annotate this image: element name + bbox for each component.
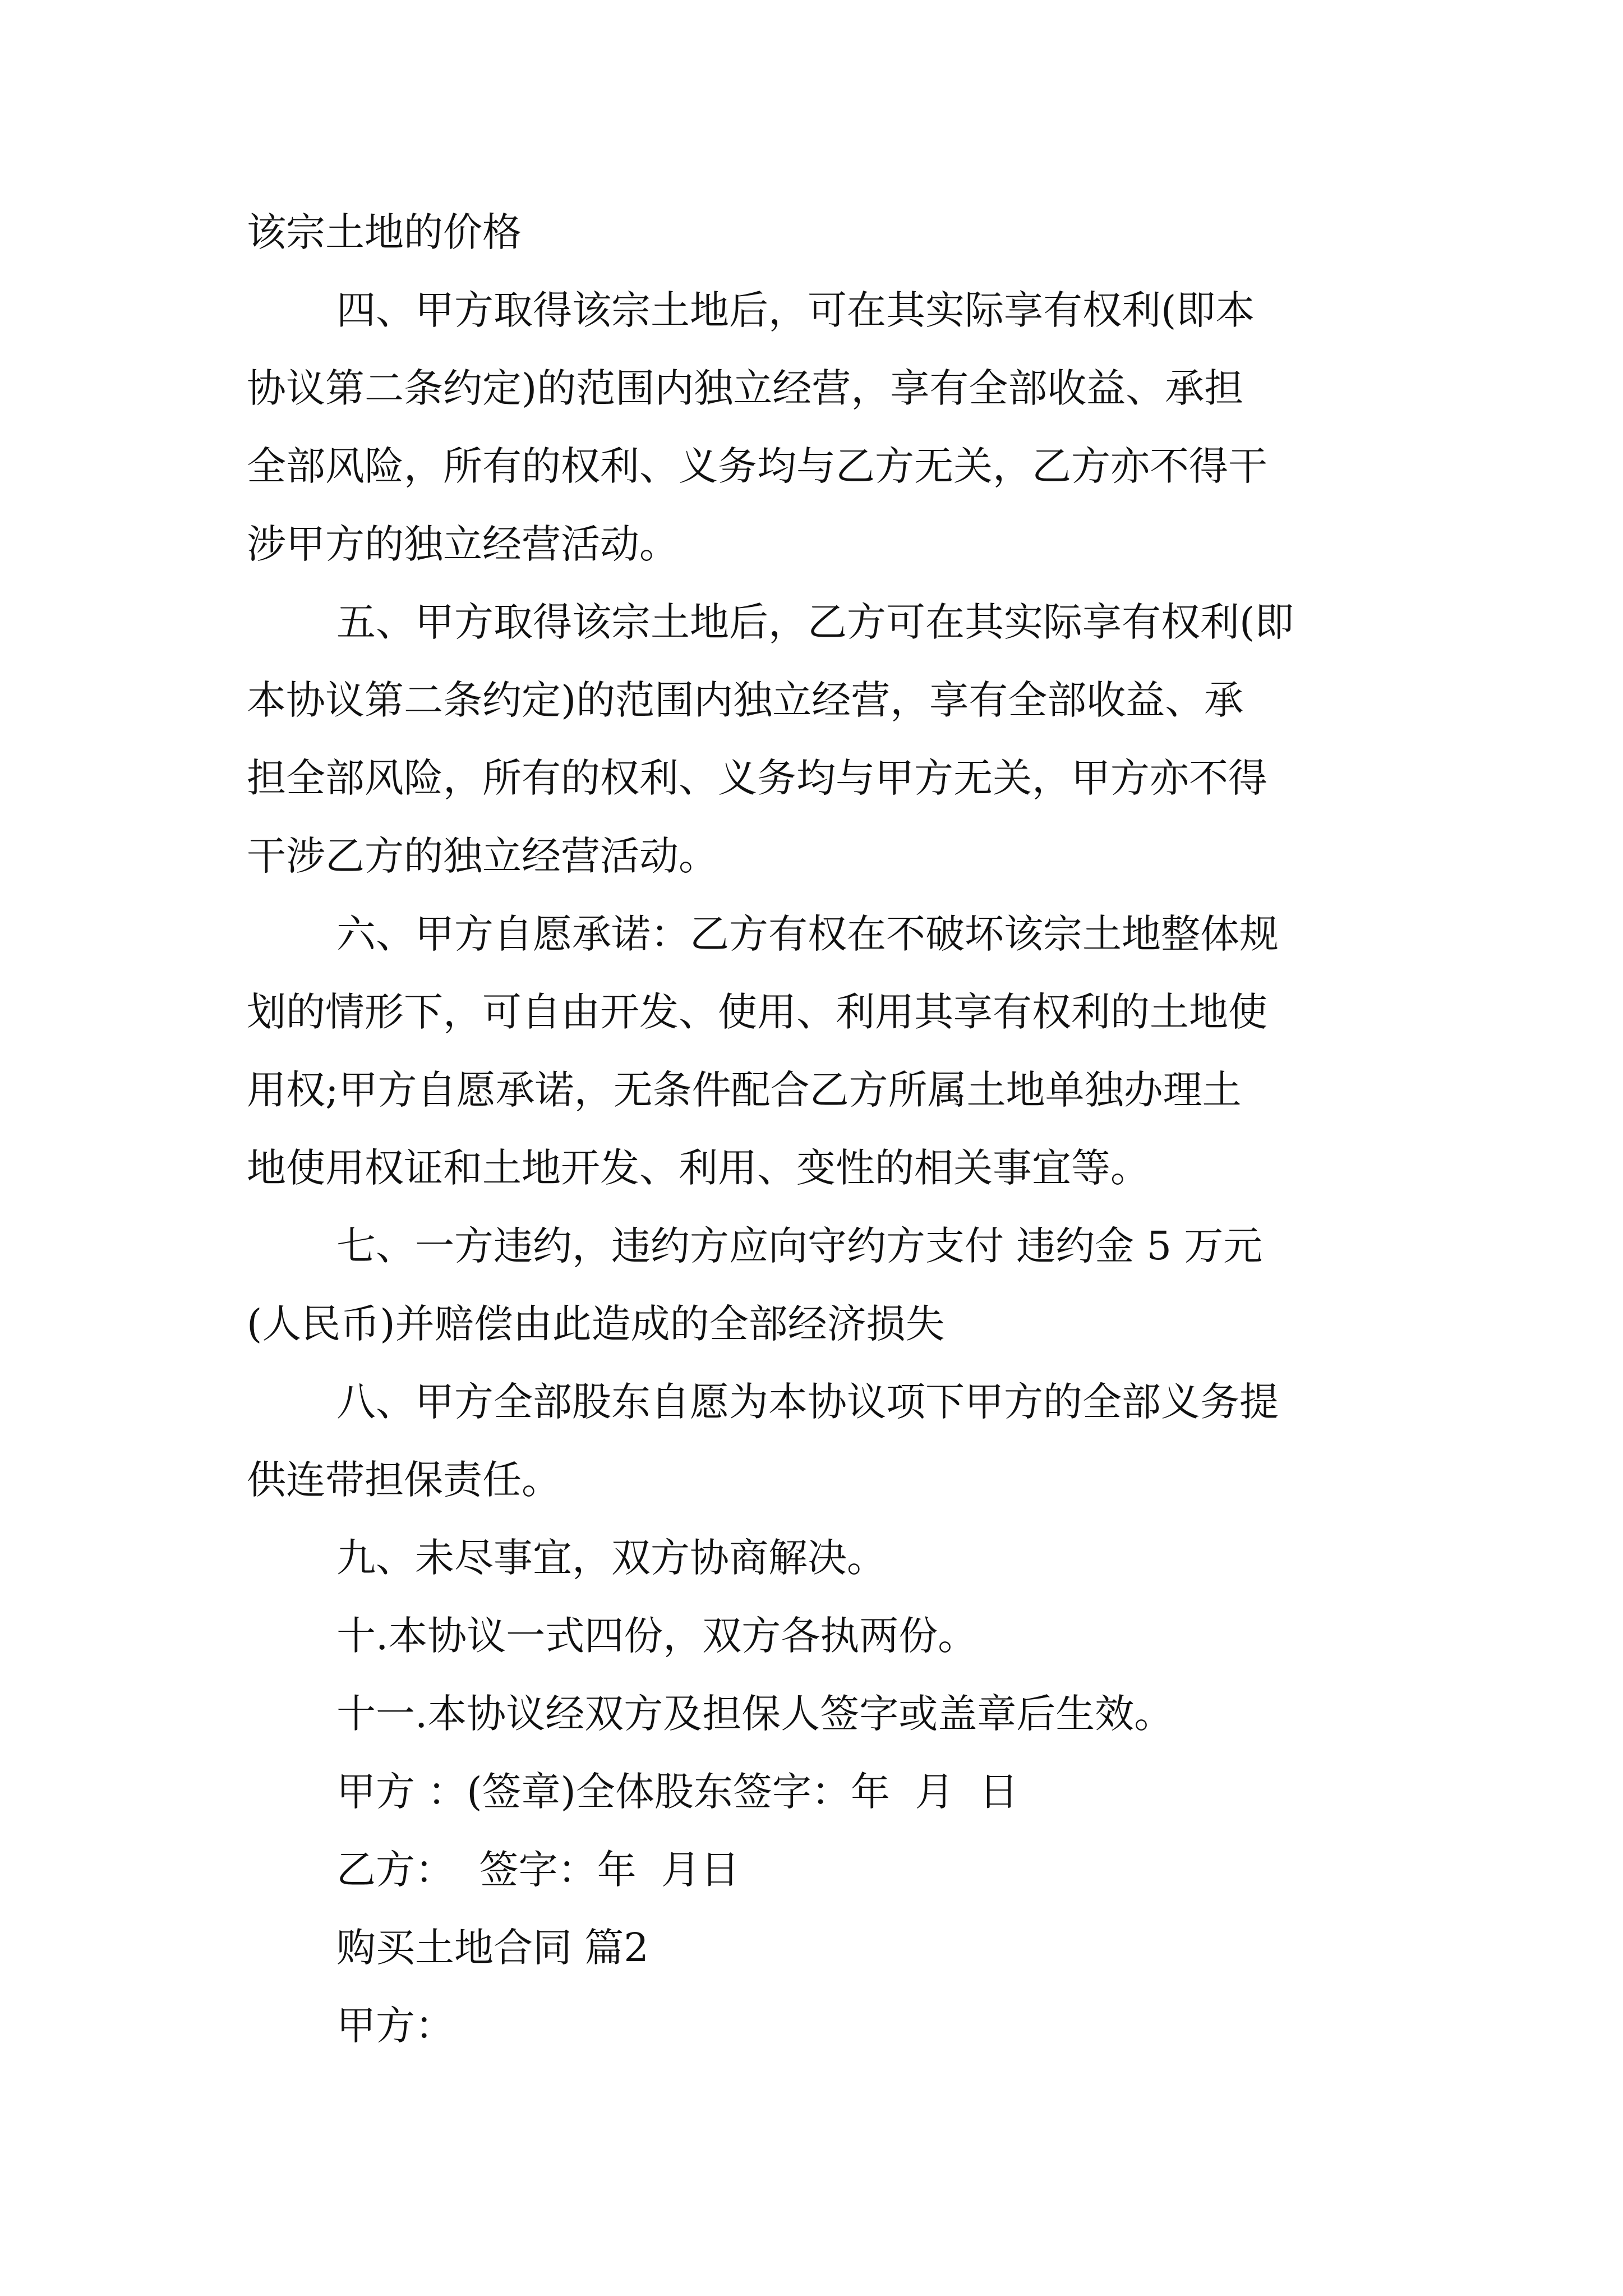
text-line-18: 九、未尽事宜，双方协商解决。 xyxy=(336,1535,886,1581)
text-line-2: 四、甲方取得该宗土地后，可在其实际享有权利(即本 xyxy=(336,287,1255,333)
text-line-15: (人民币)并赔偿由此造成的全部经济损失 xyxy=(247,1301,945,1347)
text-line-12: 用权;甲方自愿承诺，无条件配合乙方所属土地单独办理土 xyxy=(247,1067,1242,1113)
party-a-label: 甲方： xyxy=(336,2003,454,2049)
text-line-3: 协议第二条约定)的范围内独立经营，享有全部收益、承担 xyxy=(247,365,1244,411)
text-line-20: 十一.本协议经双方及担保人签字或盖章后生效。 xyxy=(336,1691,1174,1737)
text-line-14: 七、一方违约，违约方应向守约方支付 违约金 5 万元 xyxy=(336,1223,1263,1269)
text-line-6: 五、甲方取得该宗土地后，乙方可在其实际享有权利(即 xyxy=(336,599,1294,645)
document-page xyxy=(247,194,1391,2065)
section-heading: 购买土地合同 篇2 xyxy=(336,1925,649,1971)
text-line-16: 八、甲方全部股东自愿为本协议项下甲方的全部义务提 xyxy=(336,1379,1279,1425)
text-line-11: 划的情形下，可自由开发、使用、利用其享有权利的土地使 xyxy=(247,989,1267,1035)
text-line-7: 本协议第二条约定)的范围内独立经营，享有全部收益、承 xyxy=(247,677,1244,723)
text-line-19: 十.本协议一式四份，双方各执两份。 xyxy=(336,1613,978,1659)
text-line-8: 担全部风险，所有的权利、义务均与甲方无关，甲方亦不得 xyxy=(247,755,1267,801)
text-line-17: 供连带担保责任。 xyxy=(247,1457,561,1503)
signature-line-party-b: 乙方： 签字：年 月日 xyxy=(336,1847,740,1893)
signature-line-party-a: 甲方 ：(签章)全体股东签字：年 月 日 xyxy=(336,1769,1018,1815)
text-line-9: 干涉乙方的独立经营活动。 xyxy=(247,833,718,879)
text-line-1: 该宗土地的价格 xyxy=(247,209,522,255)
text-line-13: 地使用权证和土地开发、利用、变性的相关事宜等。 xyxy=(247,1145,1150,1191)
text-line-10: 六、甲方自愿承诺：乙方有权在不破坏该宗土地整体规 xyxy=(336,911,1279,957)
text-line-4: 全部风险，所有的权利、义务均与乙方无关，乙方亦不得干 xyxy=(247,443,1267,489)
text-line-5: 涉甲方的独立经营活动。 xyxy=(247,521,679,567)
